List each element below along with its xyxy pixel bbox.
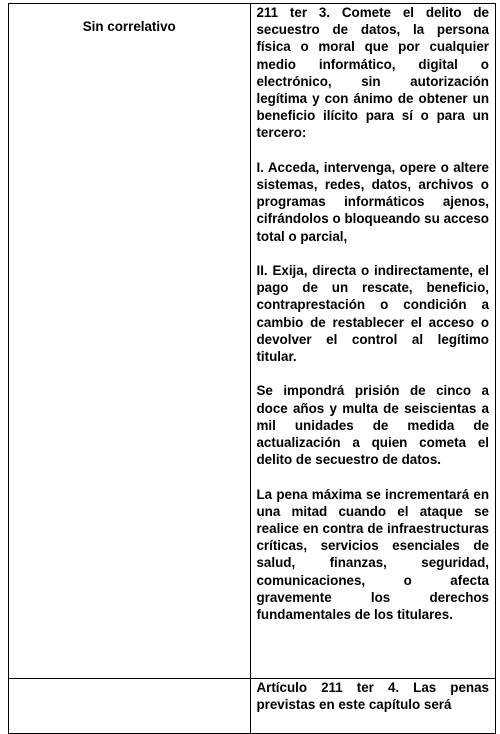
table-cell-left	[9, 679, 251, 734]
article-paragraph: I. Acceda, intervenga, opere o altere sistemas, redes, datos, archivos o programas informáticos ajenos, cifrándolos o bloqueando su acceso total o parcial,	[256, 159, 489, 244]
table-row	[9, 4, 496, 679]
article-paragraph: II. Exija, directa o indirectamente, el pago de un rescate, beneficio, contraprestación o condición a cambio de restablecer el acceso o devolver el control al legítimo titular.	[256, 263, 489, 365]
table-row	[9, 679, 496, 734]
left-cell-text: Sin correlativo	[82, 19, 176, 34]
article-paragraph: Se impondrá prisión de cinco a doce años y multa de seiscientas a mil unidades de medida de actualización a quien cometa el delito de secuestro de datos.	[256, 383, 489, 468]
article-paragraph: La pena máxima se incrementará en una mitad cuando el ataque se realice en contra de infraestructuras críticas, servicios esenciales de salud, finanzas, seguridad, comunicaciones, o afecta gravemente los derechos fundamentales de los titulares.	[256, 486, 489, 623]
article-paragraph: Artículo 211 ter 4. Las penas previstas en este capítulo será	[256, 680, 489, 713]
comparison-table	[8, 3, 496, 734]
table-cell-right	[251, 679, 496, 734]
table-cell-right	[251, 4, 496, 679]
article-paragraph: 211 ter 3. Comete el delito de secuestro de datos, la persona física o moral que por cualquier medio informático, digital o electrónico, sin autorización legítima y con ánimo de obtener un beneficio ilícito para sí o para un tercero:	[256, 5, 489, 141]
table-cell-left	[9, 4, 251, 679]
